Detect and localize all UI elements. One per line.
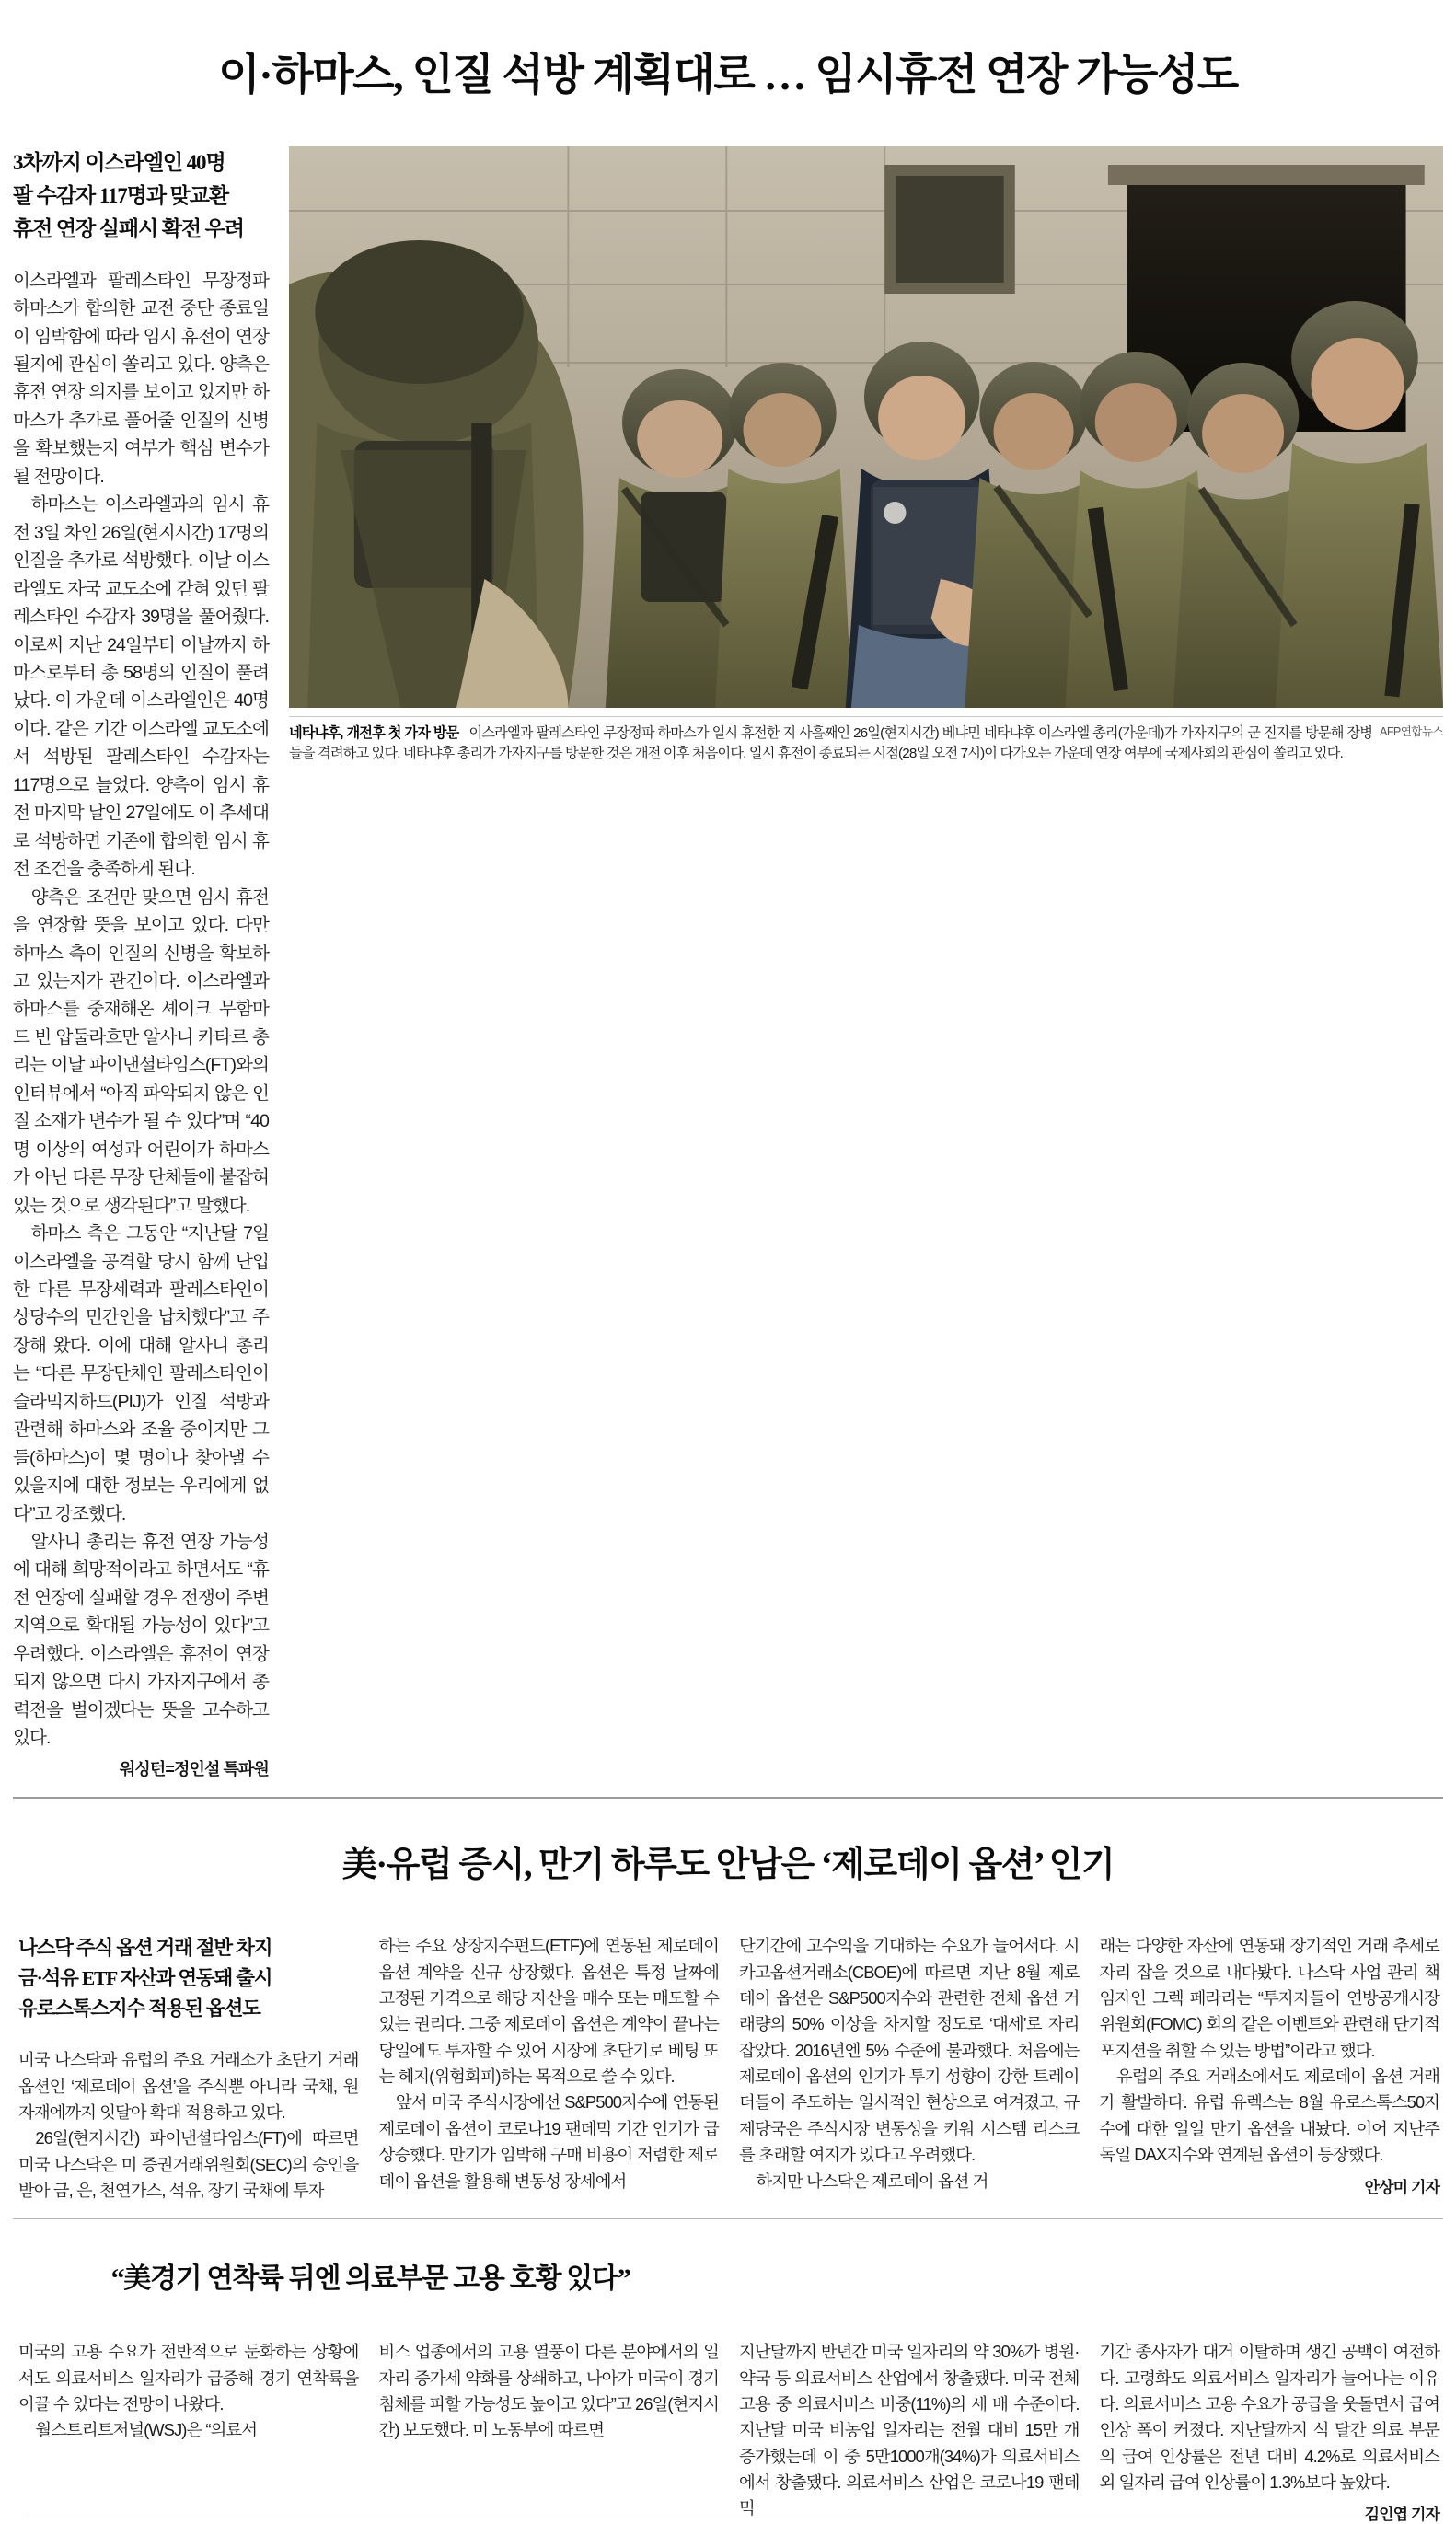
lead-subhead-line-1: 3차까지 이스라엘인 40명: [13, 150, 225, 174]
paragraph: 앞서 미국 주식시장에선 S&P500지수에 연동된 제로데이 옵션이 코로나19 팬데믹 기간 인기가 급상승했다. 만기가 임박해 구매 비용이 저렴한 제로데이 옵션을 활용해 변동성 장세에서: [378, 2092, 719, 2191]
article3-column-4: [1100, 2339, 1440, 2524]
paragraph: 래는 다양한 자산에 연동돼 장기적인 거래 추세로 자리 잡을 것으로 내다봤다. 나스닥 사업 관리 책임자인 그렉 페라리는 “투자자들이 연방공개시장위원회(FOMC) 회의 같은 이벤트와 관련해 단기적 포지션을 취할 수 있는 방법”이라고 했다.: [1099, 1936, 1439, 2060]
lead-left-column: [13, 146, 282, 1780]
lead-photo-column: [282, 146, 1443, 766]
paragraph: 양측은 조건만 맞으면 임시 휴전을 연장할 뜻을 보이고 있다. 다만 하마스 측이 인질의 신병을 확보하고 있는지가 관건이다. 이스라엘과 하마스를 중재해온 셰이크 무함마드 빈 압둘라흐만 알사니 카타르 총리는 이날 파이낸셜타임스(FT)와의 인터뷰에서 “아직 파악되지 않은 인질 소재가 변수가 될 수 있다”며 “40명 이상의 여성과 어린이가 하마스가 아닌 다른 무장 단체들에 붙잡혀 있는 것으로 생각된다”고 말했다.: [13, 886, 269, 1216]
article2-subhead: [18, 1933, 359, 2023]
article3-columns: [13, 2339, 1443, 2524]
article-lead: [13, 29, 1443, 1798]
article3-body-4: [1100, 2339, 1440, 2495]
photo-caption: [289, 716, 1443, 766]
main-headline: 이·하마스, 인질 석방 계획대로 … 임시휴전 연장 가능성도: [218, 52, 1238, 100]
article2-subhead-line-1: 나스닥 주식 옵션 거래 절반 차지: [18, 1937, 272, 1960]
paragraph: 하마스 측은 그동안 “지난달 7일 이스라엘을 공격할 당시 함께 난입한 다른 무장세력과 팔레스타인이 상당수의 민간인을 납치했다”고 주장해 왔다. 이에 대해 알사니 총리는 “다른 무장단체인 팔레스타인이슬라믹지하드(PIJ)가 인질 석방과 관련해 하마스와 조율 중이지만 그들(하마스)이 몇 명이나 찾아낼 수 있을지에 대한 정보는 우리에게 없다”고 강조했다.: [13, 1223, 269, 1524]
paragraph: 미국 나스닥과 유럽의 주요 거래소가 초단기 거래 옵션인 ‘제로데이 옵션’을 주식뿐 아니라 국채, 원자재에까지 잇달아 확대 적용하고 있다.: [18, 2050, 359, 2123]
article3-byline: 김인엽 기자: [1364, 2506, 1439, 2524]
paragraph: 미국의 고용 수요가 전반적으로 둔화하는 상황에서도 의료서비스 일자리가 급증해 경기 연착륙을 이끌 수 있다는 전망이 나왔다.: [18, 2342, 359, 2414]
photo-caption-lead: 네타냐후, 개전후 첫 가자 방문: [289, 724, 459, 741]
article3-headline: “美경기 연착륙 뒤엔 의료부문 고용 호황 있다”: [110, 2263, 630, 2295]
paragraph: 하마스는 이스라엘과의 임시 휴전 3일 차인 26일(현지시간) 17명의 인질을 추가로 석방했다. 이날 이스라엘도 자국 교도소에 갇혀 있던 팔레스타인 수감자 39명을 풀어줬다. 이로써 지난 24일부터 이날까지 하마스로부터 총 58명의 인질이 풀려났다. 이 가운데 이스라엘인은 40명이다. 같은 기간 이스라엘 교도소에서 석방된 팔레스타인 수감자는 117명으로 늘었다. 양측이 임시 휴전 마지막 날인 27일에도 이 추세대로 석방하면 기존에 합의한 임시 휴전 조건을 충족하게 된다.: [13, 494, 269, 880]
article3-column-1: [18, 2339, 359, 2524]
article2-body-3: [739, 1933, 1080, 2194]
article3-body-1: [18, 2339, 359, 2443]
lead-subhead: [13, 146, 269, 247]
paragraph: 하지만 나스닥은 제로데이 옵션 거: [756, 2171, 988, 2191]
article-zero-day-options: [13, 1799, 1443, 2220]
lead-subhead-line-3: 휴전 연장 실패시 확전 우려: [13, 217, 244, 241]
photo-credit: AFP연합뉴스: [1380, 724, 1443, 738]
paragraph: 월스트리트저널(WSJ)은 “의료서: [35, 2420, 258, 2440]
paragraph: 유럽의 주요 거래소에서도 제로데이 옵션 거래가 활발하다. 유럽 유렉스는 8월 유로스톡스50지수에 대한 일일 만기 옵션을 내놨다. 이어 지난주 독일 DAX지수와 연계된 옵션이 등장했다.: [1099, 2067, 1439, 2165]
article3-body-3: [739, 2339, 1080, 2521]
paragraph: 단기간에 고수익을 기대하는 수요가 늘어서다. 시카고옵션거래소(CBOE)에 따르면 지난 8월 제로데이 옵션은 S&P500지수와 관련한 전체 옵션 거래량의 50% 이상을 차지할 정도로 ‘대세’로 자리 잡았다. 2016년엔 5% 수준에 불과했다. 처음에는 제로데이 옵션의 인기가 투기 성향이 강한 트레이더들이 주도하는 일시적인 현상으로 여겨졌고, 규제당국은 주식시장 변동성을 키워 시스템 리스크를 초래할 여지가 있다고 우려했다.: [739, 1936, 1080, 2165]
article2-column-4: [1100, 1933, 1440, 2204]
article2-body-4: [1100, 1933, 1440, 2168]
paragraph: 알사니 총리는 휴전 연장 가능성에 대해 희망적이라고 하면서도 “휴전 연장에 실패할 경우 전쟁이 주변 지역으로 확대될 가능성이 있다”고 우려했다. 이스라엘은 휴전이 연장되지 않으면 다시 가자지구에서 총력전을 벌이겠다는 뜻을 고수하고 있다.: [13, 1532, 269, 1749]
newspaper-page: [0, 29, 1456, 2524]
lead-byline: 워싱턴=정인설 특파원: [119, 1759, 269, 1778]
paragraph: 하는 주요 상장지수펀드(ETF)에 연동된 제로데이 옵션 계약을 신규 상장했다. 옵션은 특정 날짜에 고정된 가격으로 해당 자산을 매수 또는 매도할 수 있는 권리다. 그중 제로데이 옵션은 계약이 끝나는 당일에도 투자할 수 있어 시장에 초단기로 베팅 또는 헤지(위험회피)하는 목적으로 쓸 수 있다.: [378, 1936, 719, 2087]
article3-column-3: [739, 2339, 1080, 2524]
article2-columns: [13, 1933, 1443, 2204]
article3-column-2: [379, 2339, 720, 2524]
photo-caption-body: 이스라엘과 팔레스타인 무장정파 하마스가 일시 휴전한 지 사흘째인 26일(현지시간) 베냐민 네타냐후 이스라엘 총리(가운데)가 가자지구의 군 진지를 방문해 장병들을 격려하고 있다. 네타냐후 총리가 가자지구를 방문한 것은 개전 이후 처음이다. 일시 휴전이 종료되는 시점(28일 오전 7시)이 다가오는 가운데 연장 여부에 국제사회의 관심이 쏠리고 있다.: [289, 724, 1373, 762]
lead-body-text: [13, 267, 269, 1753]
article-healthcare-jobs: [13, 2219, 1443, 2524]
paragraph: 기간 종사자가 대거 이탈하며 생긴 공백이 여전하다. 고령화도 의료서비스 일자리가 늘어나는 이유다. 의료서비스 고용 수요가 공급을 웃돌면서 급여 인상 폭이 커졌다. 지난달까지 석 달간 의료 부문의 급여 인상률은 전년 대비 4.2%로 의료서비스 외 일자리 급여 인상률이 1.3%보다 높았다.: [1099, 2342, 1439, 2492]
paragraph: 지난달까지 반년간 미국 일자리의 약 30%가 병원·약국 등 의료서비스 산업에서 창출됐다. 미국 전체 고용 중 의료서비스 비중(11%)의 세 배 수준이다. 지난달 미국 비농업 일자리는 전월 대비 15만 개 증가했는데 이 중 5만1000개(34%)가 의료서비스에서 창출됐다. 의료서비스 산업은 코로나19 팬데믹: [739, 2342, 1080, 2518]
article2-column-1: [18, 1933, 359, 2204]
article2-byline: 안상미 기자: [1364, 2178, 1439, 2196]
article2-subhead-line-3: 유로스톡스지수 적용된 옵션도: [18, 1997, 260, 2020]
article2-column-3: [739, 1933, 1080, 2204]
article2-headline: 美·유럽 증시, 만기 하루도 안남은 ‘제로데이 옵션’ 인기: [341, 1846, 1115, 1885]
article2-column-2: [379, 1933, 720, 2204]
news-photo: [289, 146, 1443, 708]
paragraph: 26일(현지시간) 파이낸셜타임스(FT)에 따르면 미국 나스닥은 미 증권거래위원회(SEC)의 승인을 받아 금, 은, 천연가스, 석유, 장기 국채에 투자: [18, 2128, 359, 2201]
paragraph: 비스 업종에서의 고용 열풍이 다른 분야에서의 일자리 증가세 약화를 상쇄하고, 나아가 미국이 경기 침체를 피할 가능성도 높이고 있다”고 26일(현지시간) 보도했다. 미 노동부에 따르면: [378, 2342, 719, 2440]
lead-article-body: [13, 146, 1443, 1780]
lead-subhead-line-2: 팔 수감자 117명과 맞교환: [13, 183, 228, 207]
article2-body-1: [18, 2047, 359, 2204]
article2-subhead-line-2: 금·석유 ETF 자산과 연동돼 출시: [18, 1967, 272, 1990]
paragraph: 이스라엘과 팔레스타인 무장정파 하마스가 합의한 교전 중단 종료일이 임박함에 따라 임시 휴전이 연장될지에 관심이 쏠리고 있다. 양측은 휴전 연장 의지를 보이고 있지만 하마스가 추가로 풀어줄 인질의 신병을 확보했는지 여부가 핵심 변수가 될 전망이다.: [13, 270, 269, 487]
article3-body-2: [379, 2339, 720, 2443]
article2-body-2: [379, 1933, 720, 2194]
